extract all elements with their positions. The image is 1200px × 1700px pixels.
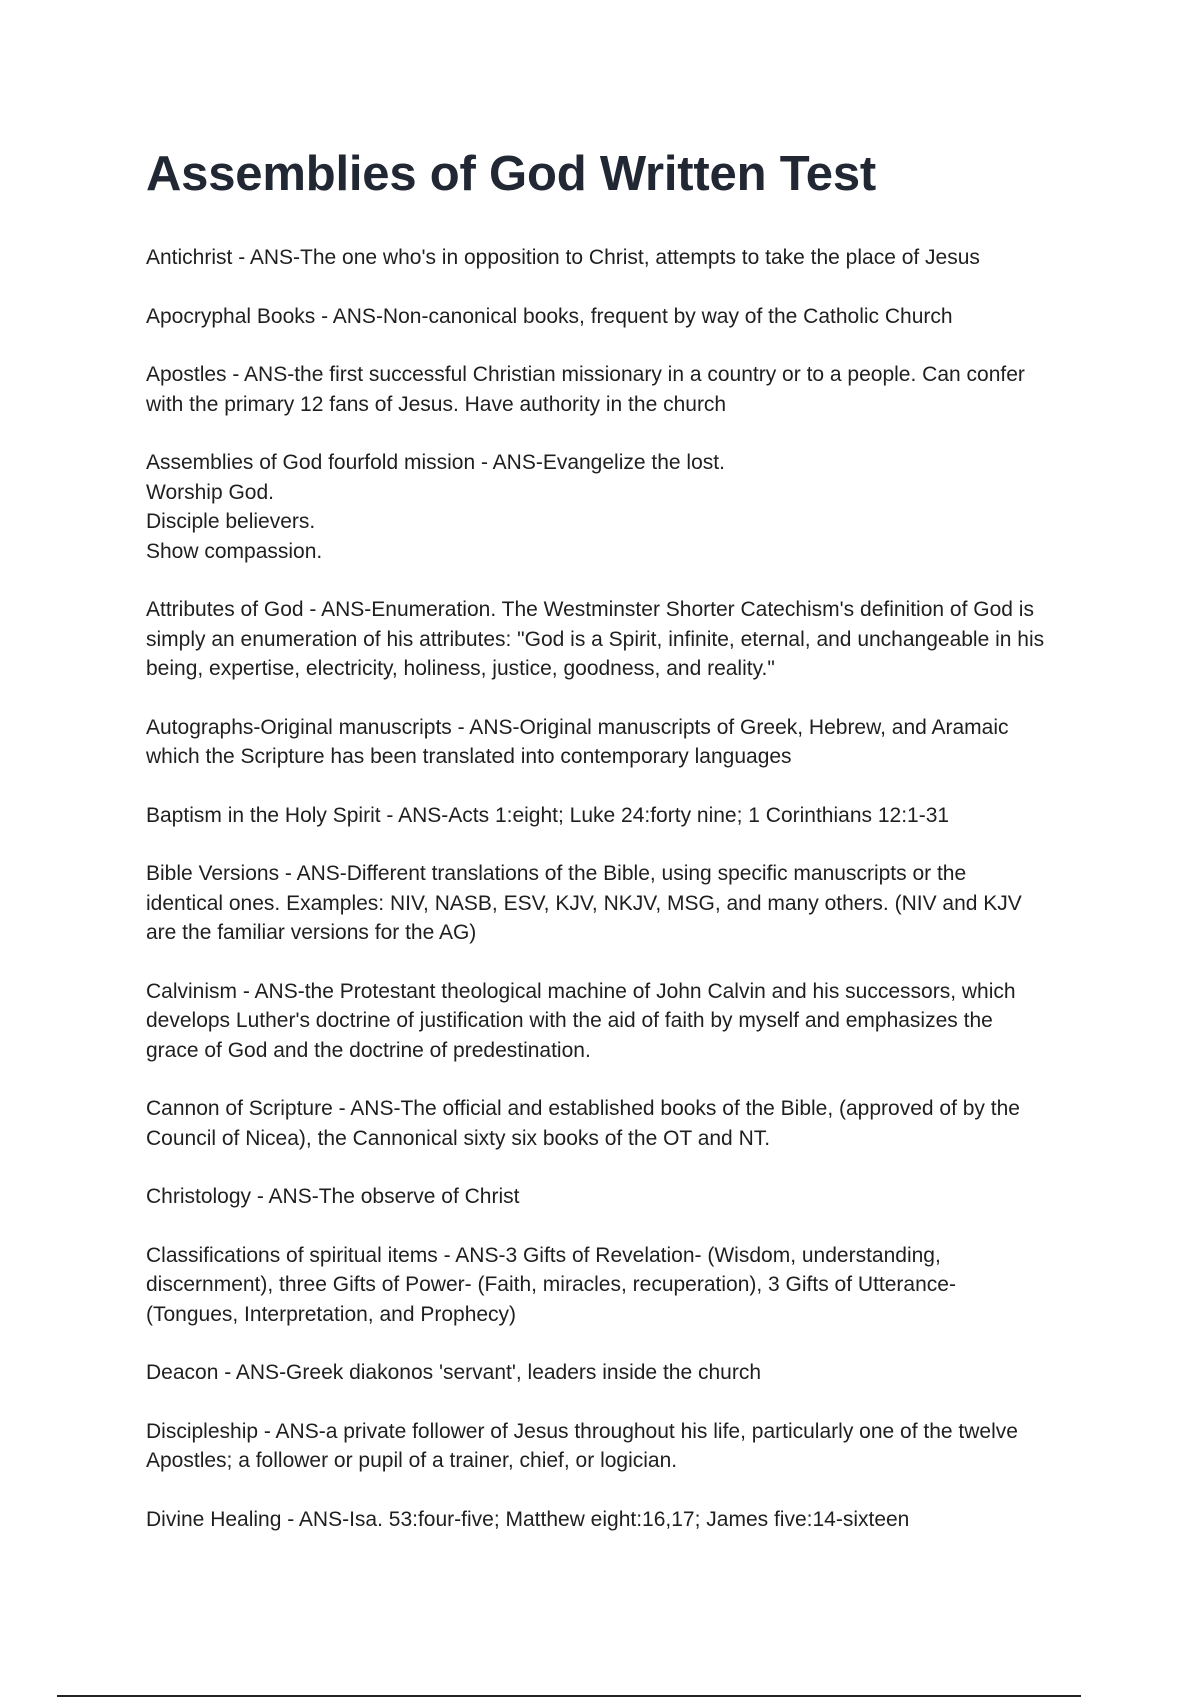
document-title: Assemblies of God Written Test bbox=[146, 147, 877, 201]
entry-antichrist: Antichrist - ANS-The one who's in opposition to Christ, attempts to take the place of Jesus bbox=[146, 246, 980, 269]
entry-deacon: Deacon - ANS-Greek diakonos 'servant', leaders inside the church bbox=[146, 1361, 761, 1384]
entry-christology: Christology - ANS-The observe of Christ bbox=[146, 1185, 520, 1208]
entry-divine-healing: Divine Healing - ANS-Isa. 53:four-five; Matthew eight:16,17; James five:14-sixteen bbox=[146, 1507, 910, 1531]
entry-baptism-holy-spirit: Baptism in the Holy Spirit - ANS-Acts 1:eight; Luke 24:forty nine; 1 Corinthians 12:1-31 bbox=[146, 803, 950, 827]
entry-bible-versions: Bible Versions - ANS-Different translations of the Bible, using specific manuscripts or the identical ones. Examples: NIV, NASB, ESV, KJV, NKJV, MSG, and many others. (NIV and KJV are the familiar versions for the AG) bbox=[146, 862, 1028, 944]
entry-attributes-of-god: Attributes of God - ANS-Enumeration. The Westminster Shorter Catechism's definition of God is simply an enumeration of his attributes: "God is a Spirit, infinite, eternal, and unchangeable in his being, expertise, electricity, holiness, justice, goodness, and reality." bbox=[146, 598, 1050, 680]
entry-apostles: Apostles - ANS-the first successful Christian missionary in a country or to a people. Can confer with the primary 12 fans of Jesus. Have authority in the church bbox=[146, 363, 1031, 416]
footer-divider bbox=[57, 1695, 1081, 1697]
entry-discipleship: Discipleship - ANS-a private follower of Jesus throughout his life, particularly one of the twelve Apostles; a follower or pupil of a trainer, chief, or logician. bbox=[146, 1419, 1023, 1472]
entry-autographs: Autographs-Original manuscripts - ANS-Original manuscripts of Greek, Hebrew, and Aramaic which the Scripture has been translated into contemporary languages bbox=[146, 715, 1015, 768]
entry-calvinism: Calvinism - ANS-the Protestant theological machine of John Calvin and his successors, which develops Luther's doctrine of justification with the aid of faith by myself and emphasizes the grace of God and the doctrine of predestination. bbox=[146, 979, 1022, 1062]
entry-cannon-of-scripture: Cannon of Scripture - ANS-The official and established books of the Bible, (approved of by the Council of Nicea), the Cannonical sixty six books of the OT and NT. bbox=[146, 1097, 1026, 1150]
entry-spiritual-items: Classifications of spiritual items - ANS-3 Gifts of Revelation- (Wisdom, understanding, discernment), three Gifts of Power- (Faith, miracles, recuperation), 3 Gifts of Utterance- (Tongues, Interpretation, and Prophecy) bbox=[146, 1243, 962, 1326]
entry-fourfold-mission: Assemblies of God fourfold mission - ANS-Evangelize the lost. Worship God. Disciple believers. Show compassion. bbox=[146, 451, 725, 563]
entry-list bbox=[146, 243, 1050, 1563]
entry-apocryphal-books: Apocryphal Books - ANS-Non-canonical books, frequent by way of the Catholic Church bbox=[146, 304, 953, 328]
